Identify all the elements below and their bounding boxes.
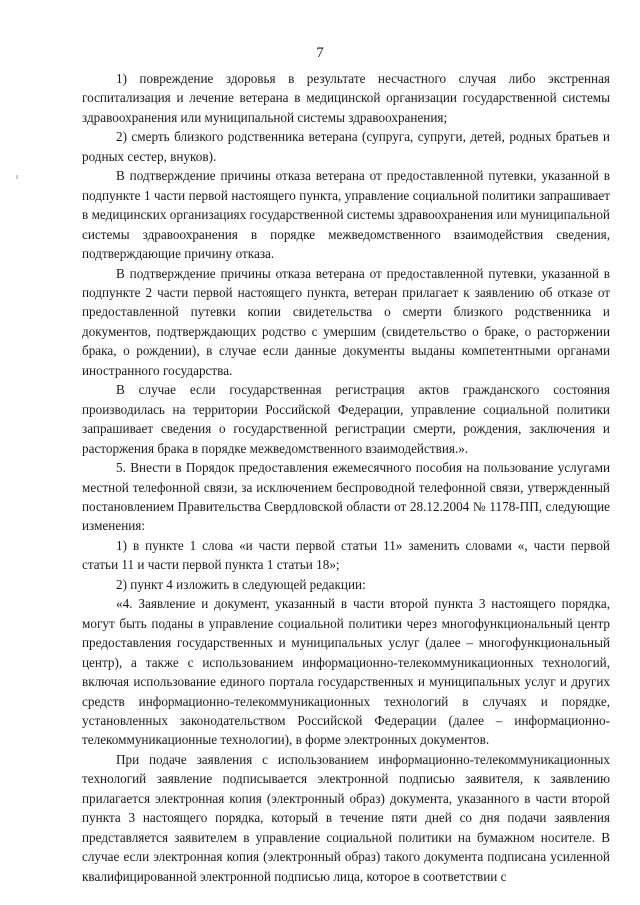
paragraph: 1) повреждение здоровья в результате несчастного случая либо экстренная госпитализация и лечение ветерана в медицинской организации государственной системы здравоохранения или муниципальной системы здравоохранения; xyxy=(82,71,610,125)
margin-mark xyxy=(16,175,18,179)
paragraph: 1) в пункте 1 слова «и части первой статьи 11» заменить словами «, части первой статьи 11 и части первой пункта 1 статьи 18»; xyxy=(82,537,610,573)
paragraph: «4. Заявление и документ, указанный в части второй пункта 3 настоящего порядка, могут быть поданы в управление социальной политики через многофункциональный центр предоставления государственных и муниципальных услуг (далее – многофункциональный центр), а также с использованием информационно-телекоммуникационных технологий, включая использование единого портала государственных и муниципальных услуг и других средств информационно-телекоммуникационных технологий в случаях и порядке, установленных законодательством Российской Федерации (далее – информационно-телекоммуникационные технологии), в форме электронных документов. xyxy=(82,596,610,748)
page-number: 7 xyxy=(316,45,324,61)
document-body xyxy=(82,69,610,886)
paragraph: В случае если государственная регистрация актов гражданского состояния производилась на территории Российской Федерации, управление социальной политики запрашивает сведения о государственной регистрации смерти, рождения, заключения и расторжения брака в порядке межведомственного взаимодействия.». xyxy=(82,382,610,456)
paragraph: В подтверждение причины отказа ветерана от предоставленной путевки, указанной в подпункте 2 части первой настоящего пункта, ветеран прилагает к заявлению об отказе от предоставленной путевки копии свидетельства о смерти близкого родственника и документов, подтверждающих родство с умершим (свидетельство о браке, о расторжении брака, о рождении), в случае если данные документы выданы компетентными органами иностранного государства. xyxy=(82,265,610,378)
paragraph: 2) смерть близкого родственника ветерана (супруга, супруги, детей, родных братьев и родных сестер, внуков). xyxy=(82,129,610,164)
paragraph: 2) пункт 4 изложить в следующей редакции: xyxy=(116,576,366,592)
paragraph: В подтверждение причины отказа ветерана от предоставленной путевки, указанной в подпункте 1 части первой настоящего пункта, управление социальной политики запрашивает в медицинских организациях государственной системы здравоохранения или муниципальной системы здравоохранения в порядке межведомственного взаимодействия сведения, подтверждающие причину отказа. xyxy=(82,168,610,262)
paragraph: При подаче заявления с использованием информационно-телекоммуникационных технологий заявление подписывается электронной подписью заявителя, к заявлению прилагается электронная копия (электронный образ) документа, указанного в части второй пункта 3 настоящего порядка, который в течение пяти дней со дня подачи заявления представляется заявителем в управление социальной политики на бумажном носителе. В случае если электронная копия (электронный образ) такого документа подписана усиленной квалифицированной электронной подписью лица, которое в соответствии с xyxy=(82,751,610,884)
paragraph: 5. Внести в Порядок предоставления ежемесячного пособия на пользование услугами местной телефонной связи, за исключением беспроводной телефонной связи, утвержденный постановлением Правительства Свердловской области от 28.12.2004 № 1178-ПП, следующие изменения: xyxy=(82,460,610,534)
